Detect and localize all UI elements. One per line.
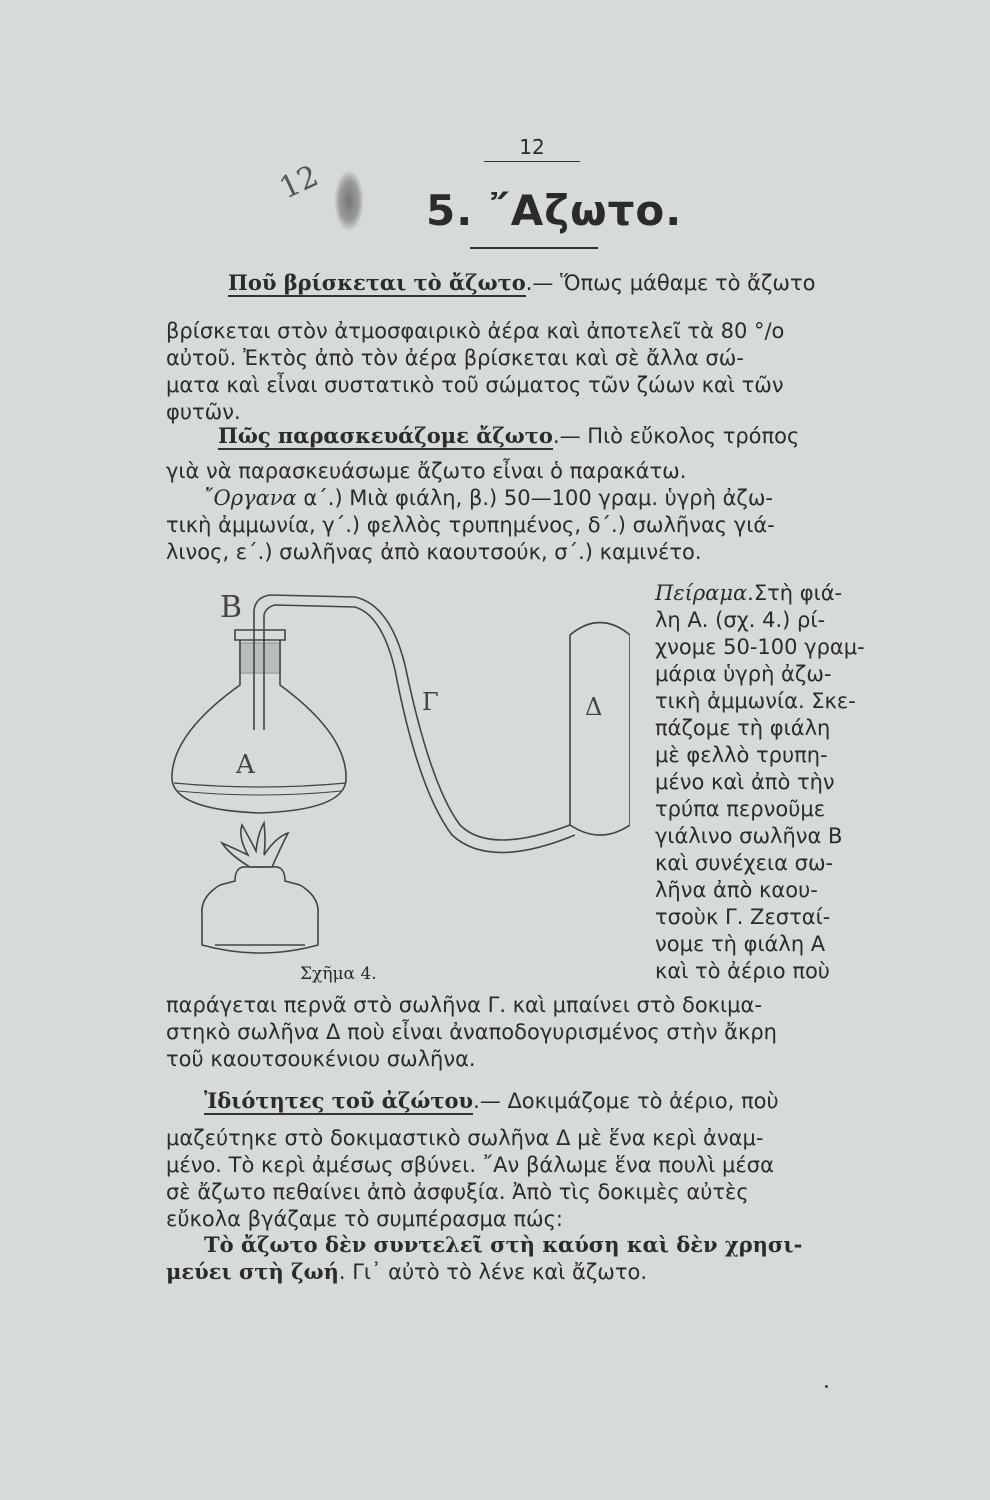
conclusion-rest: . Γι᾿ αὐτὸ τὸ λένε καὶ ἄζωτο. [338, 1260, 648, 1284]
title-rule [470, 247, 598, 249]
paragraph-line: βρίσκεται στὸν ἀτμοσφαιρικὸ ἀέρα καὶ ἀποτελεῖ τὰ 80 °/o [166, 319, 785, 343]
paragraph-line: λινος, ε΄.) σωλῆνας ἀπὸ καουτσούκ, σ΄.) καμινέτο. [166, 540, 702, 564]
experiment-line: καὶ συνέχεια σω- [655, 851, 834, 875]
section-properties-heading: Ἰδιότητες τοῦ ἀζώτου [204, 1088, 474, 1113]
section-properties-heading-line [204, 1088, 779, 1114]
cork-icon [240, 643, 280, 673]
test-tube-d-icon [570, 623, 630, 836]
paragraph-line: παράγεται περνᾶ στὸ σωλῆνα Γ. καὶ μπαίνει στὸ δοκιμα- [166, 993, 762, 1017]
paragraph-line: ματα καὶ εἶναι συστατικὸ τοῦ σώματος τῶν ζώων καὶ τῶν [166, 373, 784, 397]
label-b: Β [220, 590, 243, 625]
paragraph-line: μαζεύτηκε στὸ δοκιμαστικὸ σωλῆνα Δ μὲ ἕνα κερὶ ἀναμ- [166, 1126, 764, 1150]
experiment-line: τικὴ ἀμμωνία. Σκε- [655, 689, 856, 713]
experiment-line: τρύπα περνοῦμε [655, 797, 826, 821]
figure-caption: Σχῆμα 4. [300, 964, 377, 984]
conclusion-line [166, 1259, 647, 1285]
section-prepare-heading-line [218, 423, 799, 449]
paragraph-line: μένο. Τὸ κερὶ ἀμέσως σβύνει. ῎Αν βάλωμε ἕνα πουλὶ μέσα [166, 1153, 774, 1177]
section-where-lead: .— Ὅπως μάθαμε τὸ ἄζωτο [525, 271, 816, 295]
experiment-line: λη Α. (σχ. 4.) ρί- [655, 608, 826, 632]
paragraph-line: τοῦ καουτσουκένιου σωλῆνα. [166, 1047, 476, 1071]
paragraph-line: εὔκολα βγάζαμε τὸ συμπέρασμα πώς: [166, 1207, 563, 1231]
experiment-line: πάζομε τὴ φιάλη [655, 716, 831, 740]
paragraph-line: στηκὸ σωλῆνα Δ ποὺ εἶναι ἀναποδογυρισμένος στὴν ἄκρη [166, 1020, 777, 1044]
flame-icon [222, 823, 288, 867]
experiment-line: τσοὺκ Γ. Ζεσταί- [655, 905, 831, 929]
tools-line [203, 485, 773, 511]
burner-icon [202, 867, 318, 953]
experiment-line: γιάλινο σωλῆνα Β [655, 824, 843, 848]
chapter-title: 5. ῎Αζωτο. [426, 186, 683, 235]
experiment-line: μὲ φελλὸ τρυπη- [655, 743, 828, 767]
pencil-mark: 12 [274, 158, 324, 207]
section-prepare-lead: .— Πιὸ εὔκολος τρόπος [552, 424, 800, 448]
speck [825, 1385, 828, 1388]
section-where-heading-line [228, 270, 815, 296]
section-prepare-heading: Πῶς παρασκευάζομε ἄζωτο [218, 423, 553, 448]
experiment-line: λῆνα ἀπὸ καου- [655, 878, 818, 902]
experiment-text: Στὴ φιά- [753, 581, 843, 605]
paragraph-line: σὲ ἄζωτο πεθαίνει ἀπὸ ἀσφυξία. Ἀπὸ τὶς δοκιμὲς αὐτὲς [166, 1180, 749, 1204]
figure-apparatus [160, 585, 630, 970]
paragraph-line: φυτῶν. [166, 400, 241, 424]
label-a: Α [236, 750, 255, 780]
experiment-line: νομε τὴ φιάλη Α [655, 932, 826, 956]
experiment-label: Πείραμα. [655, 581, 754, 605]
paragraph-line: τικὴ ἀμμωνία, γ΄.) φελλὸς τρυπημένος, δ΄.) σωλῆνας γιά- [166, 513, 775, 537]
section-properties-lead: .— Δοκιμάζομε τὸ ἀέριο, ποὺ [473, 1089, 779, 1113]
paragraph-line: αὐτοῦ. Ἐκτὸς ἀπὸ τὸν ἀέρα βρίσκεται καὶ σὲ ἄλλα σώ- [166, 346, 744, 370]
label-g: Γ [422, 688, 439, 716]
conclusion-bold-line: Τὸ ἄζωτο δὲν συντελεῖ στὴ καύση καὶ δὲν χρησι- [204, 1232, 803, 1257]
rubber-tube-g-icon [355, 597, 570, 840]
experiment-first-line [655, 580, 842, 606]
experiment-line: καὶ τὸ ἀέριο ποὺ [655, 959, 830, 983]
experiment-line: μάρια ὑγρὴ ἀζω- [655, 662, 832, 686]
experiment-line: μένο καὶ ἀπὸ τὴν [655, 770, 835, 794]
ink-smudge [334, 170, 364, 232]
paragraph-line: γιὰ νὰ παρασκευάσωμε ἄζωτο εἶναι ὁ παρακάτω. [166, 459, 687, 483]
section-where-heading: Ποῦ βρίσκεται τὸ ἄζωτο [228, 270, 526, 295]
conclusion-bold-2: μεύει στὴ ζωή [166, 1259, 339, 1284]
tools-label: ῎Οργανα [203, 486, 297, 510]
page-number: 12 [484, 135, 580, 162]
experiment-line: χνομε 50-100 γραμ- [655, 635, 865, 659]
tools-rest: α΄.) Μιὰ φιάλη, β.) 50—100 γραμ. ὑγρὴ ἀζω- [296, 486, 774, 510]
label-d: Δ [585, 693, 603, 721]
